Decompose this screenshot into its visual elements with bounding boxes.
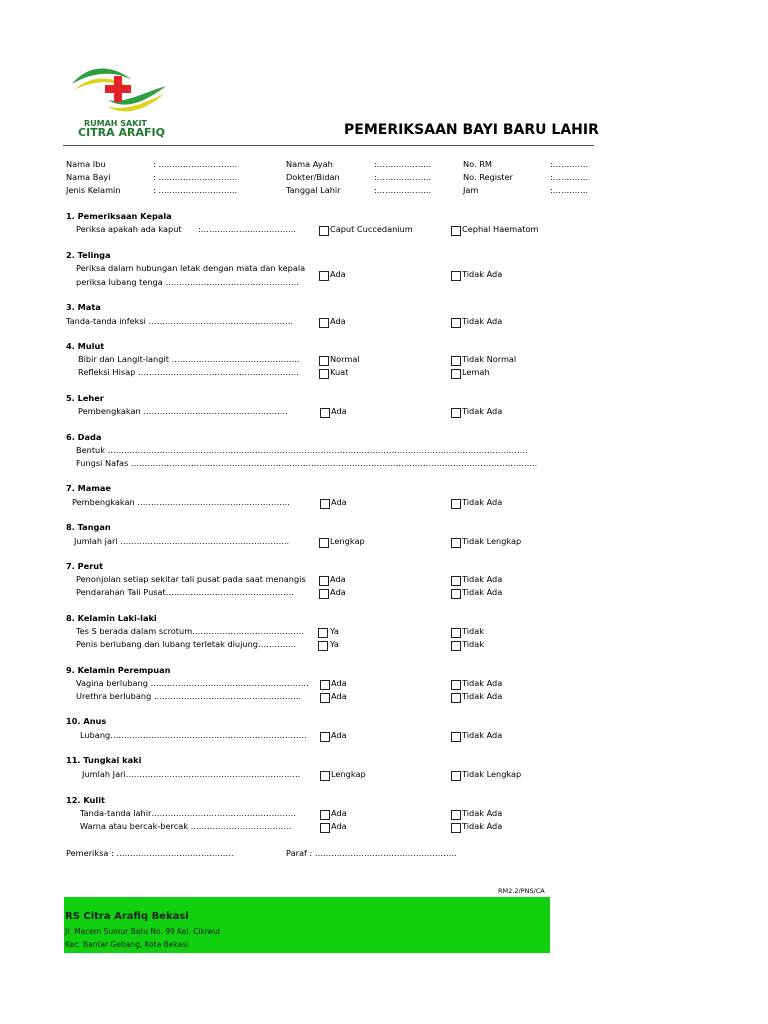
label-vagina-tidak: Tidak Ada [462, 678, 503, 688]
label-telinga-ada: Ada [330, 269, 346, 279]
checkbox-pendarahan-ada[interactable] [319, 589, 329, 599]
label-urethra-tidak: Tidak Ada [462, 691, 503, 701]
section-title-tungkai: 11. Tungkai kaki [66, 755, 142, 765]
checkbox-tidak-normal[interactable] [451, 356, 461, 366]
row-penonjolan: Penonjolan setiap sekitar tali pusat pada saat menangis [76, 574, 306, 584]
section-title-tangan: 8. Tangan [66, 522, 111, 532]
section-title-kelamin-perempuan: 9. Kelamin Perempuan [66, 665, 171, 675]
row-mamae: Pembengkakan ……………………………………………….. [72, 497, 290, 507]
label-telinga-tidak: Tidak Ada [462, 269, 503, 279]
row-penis: Penis berlubang dan lubang terletak diujung………….. [76, 639, 296, 649]
row-bentuk: Bentuk ………………………………………………………………………………………………………………………………………. [76, 445, 528, 455]
footer-banner [64, 897, 550, 953]
row-kaput: Periksa apakah ada kaput [76, 224, 182, 234]
label-warna-ada: Ada [331, 821, 347, 831]
checkbox-urethra-ada[interactable] [320, 693, 330, 703]
checkbox-caput[interactable] [319, 226, 329, 236]
label-nama-ayah: Nama Ayah [286, 159, 333, 169]
label-tanda-tidak: Tidak Ada [462, 808, 503, 818]
field-jam[interactable]: :…………. [550, 185, 589, 195]
row-vagina: Vagina berlubang …………………………………………………. [76, 678, 309, 688]
label-cephal: Cephal Haematom [462, 224, 539, 234]
field-dokter[interactable]: :……………….. [374, 172, 432, 182]
checkbox-telinga-tidak[interactable] [451, 271, 461, 281]
section-title-kepala: 1. Pemeriksaan Kepala [66, 211, 172, 221]
footer-address-2: Kec. Bantar Gebang, Kota Bekasi [65, 940, 189, 949]
label-warna-tidak: Tidak Ada [462, 821, 503, 831]
label-caput: Caput Cuccedanium [330, 224, 413, 234]
checkbox-penis-tidak[interactable] [451, 641, 461, 651]
checkbox-warna-ada[interactable] [320, 823, 330, 833]
field-tanggal-lahir[interactable]: :……………….. [374, 185, 432, 195]
section-title-leher: 5. Leher [66, 393, 104, 403]
checkbox-mamae-tidak[interactable] [451, 499, 461, 509]
label-penis-ya: Ya [330, 639, 339, 649]
label-penonjolan-ada: Ada [330, 574, 346, 584]
row-leher: Pembengkakan …………………………………………….. [78, 406, 288, 416]
title-divider [63, 145, 594, 146]
checkbox-lemah[interactable] [451, 369, 461, 379]
label-anus-ada: Ada [331, 730, 347, 740]
row-bibir: Bibir dan Langit-langit ……………………………………….. [78, 354, 300, 364]
row-jumlah-jari-kaki: Jumlah Jari………………………………………………………. [82, 769, 301, 779]
label-leher-tidak: Tidak Ada [462, 406, 503, 416]
checkbox-mata-ada[interactable] [319, 318, 329, 328]
row-telinga-2: periksa lubang tenga …………………………………………. [76, 277, 300, 287]
field-pemeriksa[interactable]: Pemeriksa : ……………………………………. [66, 848, 234, 858]
label-nama-bayi: Nama Bayi [66, 172, 111, 182]
field-no-rm[interactable]: :…………. [550, 159, 589, 169]
checkbox-mata-tidak[interactable] [451, 318, 461, 328]
label-kaki-tidak: Tidak Lengkap [462, 769, 522, 779]
label-dokter: Dokter/Bidan [286, 172, 340, 182]
label-scrotum-ya: Ya [330, 626, 339, 636]
checkbox-urethra-tidak[interactable] [451, 693, 461, 703]
label-kaki-lengkap: Lengkap [331, 769, 366, 779]
checkbox-kaki-tidak[interactable] [451, 771, 461, 781]
label-penonjolan-tidak: Tidak Ada [462, 574, 503, 584]
label-lemah: Lemah [462, 367, 490, 377]
checkbox-leher-ada[interactable] [320, 408, 330, 418]
checkbox-scrotum-tidak[interactable] [451, 628, 461, 638]
section-title-mata: 3. Mata [66, 302, 101, 312]
section-title-kelamin-laki: 8. Kelamin Laki-laki [66, 613, 157, 623]
label-mamae-ada: Ada [331, 497, 347, 507]
logo-line1: RUMAH SAKIT [84, 119, 147, 128]
row-tanda-lahir: Tanda-tanda lahir…………………………………………….. [80, 808, 296, 818]
row-refleksi: Refleksi Hisap ………………………………………………….. [78, 367, 299, 377]
checkbox-warna-tidak[interactable] [451, 823, 461, 833]
checkbox-normal[interactable] [319, 356, 329, 366]
row-jumlah-jari: Jumlah jari …………………………………………………….. [74, 536, 290, 546]
row-warna-bercak: Warna atau bercak-bercak ………………………………. [80, 821, 292, 831]
row-mata: Tanda-tanda infeksi …………………………………………….. [66, 316, 293, 326]
checkbox-vagina-ada[interactable] [320, 680, 330, 690]
label-tanda-ada: Ada [331, 808, 347, 818]
section-title-mamae: 7. Mamae [66, 483, 111, 493]
label-normal: Normal [330, 354, 360, 364]
section-title-kulit: 12. Kulit [66, 795, 105, 805]
label-no-register: No. Register [463, 172, 513, 182]
label-kuat: Kuat [330, 367, 349, 377]
footer-hospital-name: RS Citra Arafiq Bekasi [65, 911, 189, 922]
label-nama-ibu: Nama Ibu [66, 159, 106, 169]
label-tangan-lengkap: Lengkap [330, 536, 365, 546]
checkbox-leher-tidak[interactable] [451, 408, 461, 418]
label-tanggal-lahir: Tanggal Lahir [286, 185, 341, 195]
form-code: RM2.2/PNS/CA [498, 887, 545, 895]
row-pendarahan: Pendarahan Tali Pusat……………………………………….. [76, 587, 294, 597]
label-tangan-tidak: Tidak Lengkap [462, 536, 522, 546]
label-tidak-normal: Tidak Normal [462, 354, 517, 364]
row-fungsi-nafas: Fungsi Nafas ………………………………………………………………………………………………………………………………….. [76, 458, 538, 468]
label-no-rm: No. RM [463, 159, 492, 169]
section-title-dada: 6. Dada [66, 432, 102, 442]
label-penis-tidak: Tidak [462, 639, 484, 649]
checkbox-tangan-tidak[interactable] [451, 538, 461, 548]
page-title: PEMERIKSAAN BAYI BARU LAHIR [344, 122, 599, 138]
section-title-telinga: 2. Telinga [66, 250, 111, 260]
section-title-anus: 10. Anus [66, 716, 107, 726]
label-leher-ada: Ada [331, 406, 347, 416]
label-pendarahan-ada: Ada [330, 587, 346, 597]
checkbox-tanda-tidak[interactable] [451, 810, 461, 820]
row-tes-scrotum: Tes S berada dalam scrotum………………………………….. [76, 626, 304, 636]
hospital-logo [70, 62, 170, 144]
label-mata-ada: Ada [330, 316, 346, 326]
label-jenis-kelamin: Jenis Kelamin [66, 185, 121, 195]
label-mata-tidak: Tidak Ada [462, 316, 503, 326]
label-scrotum-tidak: Tidak [462, 626, 484, 636]
label-mamae-tidak: Tidak Ada [462, 497, 503, 507]
field-nama-ibu[interactable]: : ……………………….. [153, 159, 238, 169]
field-jenis-kelamin[interactable]: : ……………………….. [153, 185, 238, 195]
field-kaput[interactable]: :…………………………….. [198, 224, 297, 234]
row-lubang: Lubang……………………………………………………………… [80, 730, 307, 740]
checkbox-pendarahan-tidak[interactable] [451, 589, 461, 599]
checkbox-penis-ya[interactable] [318, 641, 328, 651]
row-telinga-1: Periksa dalam hubungan letak dengan mata dan kepala [76, 263, 306, 273]
label-vagina-ada: Ada [331, 678, 347, 688]
label-urethra-ada: Ada [331, 691, 347, 701]
checkbox-scrotum-ya[interactable] [318, 628, 328, 638]
label-pendarahan-tidak: Tidak Ada [462, 587, 503, 597]
checkbox-anus-tidak[interactable] [451, 732, 461, 742]
checkbox-telinga-ada[interactable] [319, 271, 329, 281]
label-anus-tidak: Tidak Ada [462, 730, 503, 740]
checkbox-tangan-lengkap[interactable] [319, 538, 329, 548]
label-jam: Jam [463, 185, 479, 195]
field-no-register[interactable]: :…………. [550, 172, 589, 182]
checkbox-kaki-lengkap[interactable] [320, 771, 330, 781]
checkbox-mamae-ada[interactable] [320, 499, 330, 509]
checkbox-anus-ada[interactable] [320, 732, 330, 742]
checkbox-vagina-tidak[interactable] [451, 680, 461, 690]
checkbox-penonjolan-tidak[interactable] [451, 576, 461, 586]
field-nama-bayi[interactable]: : ……………………….. [153, 172, 238, 182]
checkbox-tanda-ada[interactable] [320, 810, 330, 820]
field-nama-ayah[interactable]: :……………….. [374, 159, 432, 169]
checkbox-kuat[interactable] [319, 369, 329, 379]
row-urethra: Urethra berlubang ……………………………………………… [76, 691, 302, 701]
footer-address-1: Jl. Macem Sumur Batu No. 99 Kel. Cikiwul [65, 927, 220, 936]
checkbox-penonjolan-ada[interactable] [319, 576, 329, 586]
section-title-mulut: 4. Mulut [66, 341, 105, 351]
checkbox-cephal[interactable] [451, 226, 461, 236]
field-paraf[interactable]: Paraf : ……………………………………………. [286, 848, 457, 858]
logo-line2: CITRA ARAFIQ [78, 126, 165, 139]
section-title-perut: 7. Perut [66, 561, 103, 571]
